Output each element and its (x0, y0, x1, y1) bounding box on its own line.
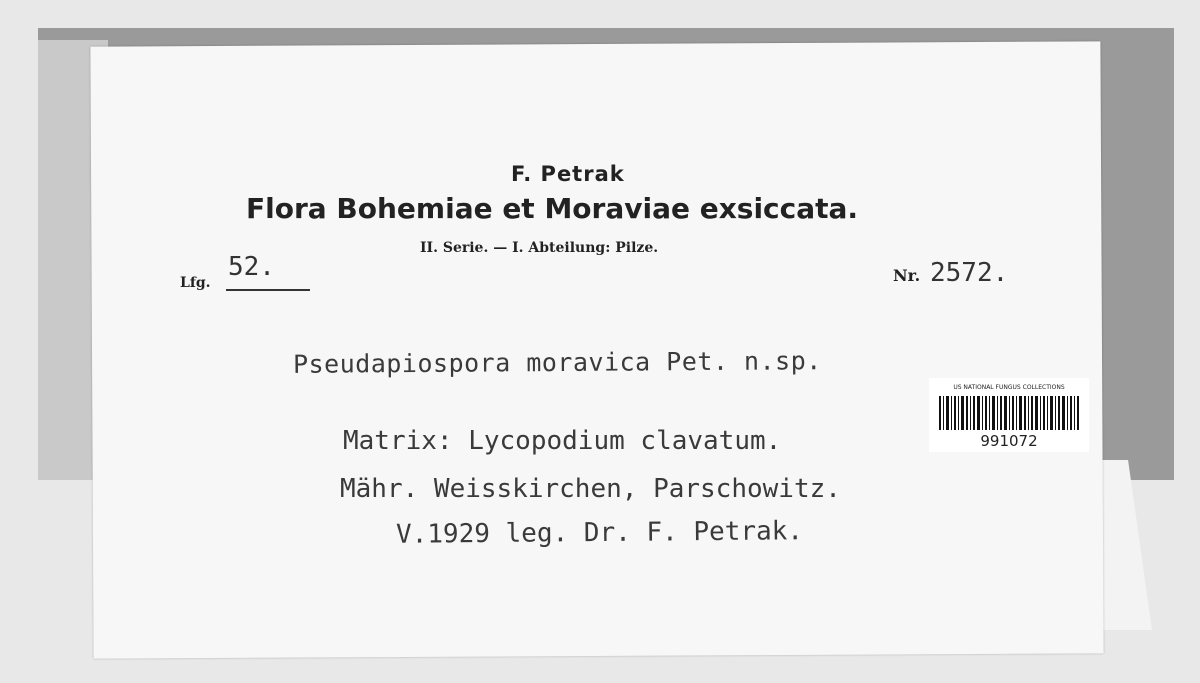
locality-line: Mähr. Weisskirchen, Parschowitz. (340, 474, 841, 504)
barcode-number: 991072 (980, 432, 1038, 450)
barcode-bars (939, 396, 1079, 430)
barcode-label (929, 378, 1089, 452)
series-subtitle: II. Serie. — I. Abteilung: Pilze. (420, 240, 659, 256)
species-name: Pseudapiospora moravica Pet. n.sp. (292, 346, 822, 379)
matrix-line: Matrix: Lycopodium clavatum. (343, 426, 782, 456)
nr-label: Nr. (893, 266, 921, 285)
barcode-header: US NATIONAL FUNGUS COLLECTIONS (953, 384, 1065, 391)
lfg-underline (226, 289, 310, 291)
lfg-label: Lfg. (180, 275, 211, 291)
series-title: Flora Bohemiae et Moraviae exsiccata. (246, 192, 859, 225)
lfg-value: 52. (228, 252, 275, 282)
collector-line: V.1929 leg. Dr. F. Petrak. (395, 516, 804, 550)
author-name: F. Petrak (511, 162, 625, 186)
nr-value: 2572. (930, 258, 1009, 288)
